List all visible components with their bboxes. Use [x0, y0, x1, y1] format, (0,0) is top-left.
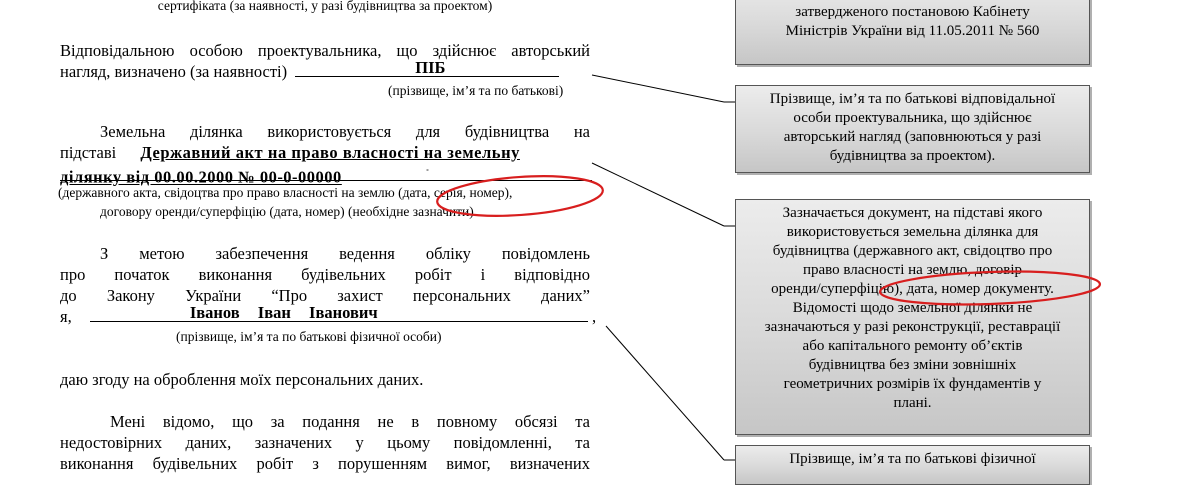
consent-line4	[60, 303, 600, 327]
designer-caption: (прізвище, ім’я та по батькові)	[388, 83, 564, 98]
annotation-text: затвердженого постановою Кабінету	[795, 4, 1030, 20]
awareness-line3: виконання будівельних робіт з порушенням вимог, визначених	[60, 454, 590, 473]
callout-line-designer	[592, 75, 724, 102]
consent-i-label: я,	[60, 307, 72, 326]
awareness-line1: Мені відомо, що за подання не в повному обсязі та	[110, 412, 590, 431]
land-caption-line2: договору оренди/суперфіцію (дата, номер) (необхідне зазначити)	[100, 204, 474, 219]
annotation-text: будівництва (державного акт, свідоцтво про	[772, 243, 1053, 259]
annotation-text: особи проектувальника, що здійснює	[793, 110, 1032, 126]
annotation-text: будівництва за проектом).	[829, 148, 996, 164]
annotation-text: зазначаються у разі реконструкції, реставрації	[764, 319, 1061, 335]
annotation-text: Відомості щодо земельної ділянки не	[792, 300, 1033, 316]
annotation-text: Прізвище, ім’я та по батькові фізичної	[789, 451, 1036, 467]
callout-line-land	[592, 163, 724, 226]
consent-line2: про початок виконання будівельних робіт і відповідно	[60, 265, 590, 284]
annotation-box-person	[735, 445, 1090, 485]
annotation-text: авторський нагляд (заповнюються у разі	[783, 129, 1042, 145]
person-name-field	[90, 303, 588, 322]
annotation-text: оренди/суперфіцію), дата, номер документу.	[771, 281, 1054, 297]
annotation-box-regulation	[735, 0, 1090, 65]
annotation-box-land-document	[735, 199, 1090, 435]
land-line2	[60, 142, 600, 163]
consent-line3: до Закону України “Про захист персональних даних”	[60, 286, 590, 305]
annotation-text: будівництва без зміни зовнішніх	[808, 357, 1017, 373]
awareness-line2: недостовірних даних, зазначених у цьому повідомленні, та	[60, 433, 590, 452]
callout-line-person	[606, 326, 724, 460]
designer-text-line2: нагляд, визначено (за наявності)	[60, 62, 288, 81]
land-document-value-cont: ділянку від 00.00.2000 № 00-0-00000	[60, 167, 342, 187]
annotation-text: використовується земельна ділянка для	[786, 224, 1039, 240]
annotation-text: плані.	[893, 395, 932, 411]
stray-mark: ˚	[425, 168, 429, 178]
designer-name-field	[295, 58, 559, 77]
annotation-text: право власності на землю, договір	[803, 262, 1022, 278]
consent-line5: даю згоду на оброблення моїх персональних даних.	[60, 370, 424, 389]
land-document-value: Державний акт на право власності на земельну	[140, 143, 520, 162]
person-name-caption: (прізвище, ім’я та по батькові фізичної особи)	[176, 329, 442, 344]
land-basis-label: підставі	[60, 143, 117, 162]
land-underline	[60, 180, 592, 181]
annotation-box-designer	[735, 85, 1090, 173]
designer-text-line1: Відповідальною особою проектувальника, що здійснює авторський	[60, 41, 590, 60]
designer-line2	[60, 58, 600, 82]
annotation-text: Зазначається документ, на підставі якого	[782, 205, 1043, 221]
designer-name-value: ПІБ	[415, 58, 446, 77]
annotation-text: геометричних розмірів їх фундаментів у	[783, 376, 1042, 392]
land-line1: Земельна ділянка використовується для будівництва на	[100, 122, 590, 141]
annotation-text: Міністрів України від 11.05.2011 № 560	[785, 23, 1040, 39]
person-name-value: Іванов Іван Іванович	[189, 303, 378, 322]
land-caption-line1: (державного акта, свідоцтва про право власності на землю (дата, серія, номер),	[58, 185, 513, 200]
top-note: сертифіката (за наявності, у разі будівництва за проектом)	[157, 0, 493, 13]
annotation-text: Прізвище, ім’я та по батькові відповідальної	[769, 91, 1056, 107]
consent-line1: З метою забезпечення ведення обліку повідомлень	[100, 244, 590, 263]
annotation-text: або капітального ремонту об’єктів	[802, 338, 1023, 354]
consent-comma: ,	[591, 307, 597, 326]
